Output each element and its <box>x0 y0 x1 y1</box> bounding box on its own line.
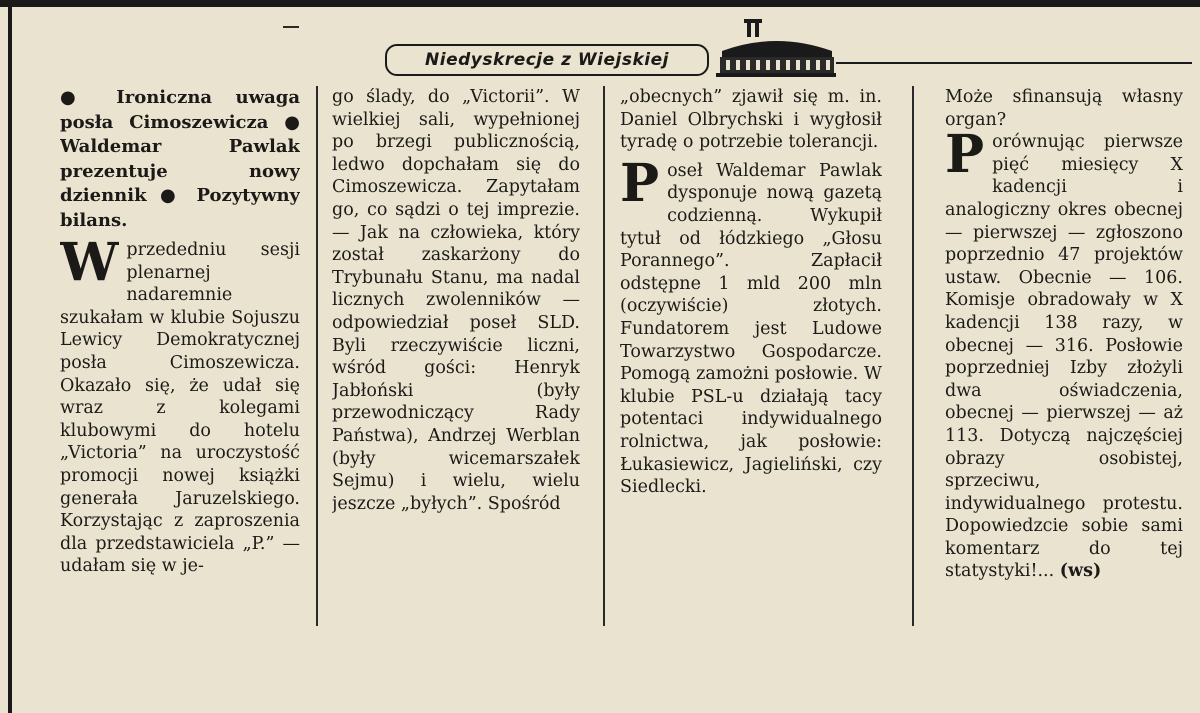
article-text: Może sfinansują własny organ? <box>945 87 1183 130</box>
article-paragraph <box>945 124 1183 583</box>
column-divider <box>912 86 914 626</box>
parliament-building-icon <box>716 17 836 79</box>
author-signature: (ws) <box>1059 561 1102 582</box>
text-column-4 <box>945 86 1183 631</box>
text-column-1 <box>60 86 300 631</box>
text-column-2 <box>332 86 580 631</box>
article-text: „obecnych” zjawił się m. in. Daniel Olbrychski i wygłosił tyradę o potrzebie tolerancji. <box>620 87 882 153</box>
column-divider <box>316 86 318 626</box>
article-text: przededniu sesji plenarnej nadaremnie szukałam w klubie Sojuszu Lewicy Demokratycznej posła Cimoszewicza. Okazało się, że udał się wraz z kolegami klubowymi do hotelu „Victoria” na uroczystość promocji nowej książki generała Jaruzelskiego. Korzystając z zaproszenia dla przedstawiciela „P.” — udałam się w je- <box>60 240 300 577</box>
dropcap: P <box>945 124 985 186</box>
lead-summary: ● Ironiczna uwaga posła Cimoszewicza ● Waldemar Pawlak prezentuje nowy dziennik ● Pozytywny bilans. <box>60 87 300 231</box>
dash-mark <box>283 26 299 28</box>
article-text: go ślady, do „Victorii”. W wielkiej sali, wypełnionej po brzegi publicznością, ledwo dopchałam się do Cimoszewicza. Zapytałam go, co sądzi o tej imprezie. — Jak na człowieka, który został zaskarżony do Trybunału Stanu, ma nadal licznych zwolenników — odpowiedział poseł SLD. Byli rzeczywiście liczni, wśród gości: Henryk Jabłoński (były przewodniczący Rady Państwa), Andrzej Werblan (były wicemarszałek Sejmu) i wielu, wielu jeszcze „byłych”. Spośród <box>332 87 580 514</box>
column-header-title: Niedyskrecje z Wiejskiej <box>425 50 669 70</box>
article-paragraph <box>620 152 882 499</box>
header-rule <box>836 62 1192 64</box>
article-text: orównując pierwsze pięć miesięcy X kadencji i analogiczny okres obecnej — pierwszej — zgłoszono poprzednio 47 projektów ustaw. Obecnie — 106. Komisje obradowały w X kadencji 138 razy, w obecnej — 316. Posłowie poprzedniej Izby złożyli dwa oświadczenia, obecnej — pierwszej — aż 113. Dotyczą najczęściej obrazy osobistej, sprzeciwu, indywidualnego protestu. Dopowiedzcie sobie sami komentarz do tej statystyki!... <box>945 132 1183 582</box>
article-text: oseł Waldemar Pawlak dysponuje nową gazetą codzienną. Wykupił tytuł od łódzkiego „Głosu Porannego”. Zapłacił odstępne 1 mld 200 mln (oczywiście) złotych. Fundatorem jest Ludowe Towarzystwo Gospodarcze. Pomogą zamożni posłowie. W klubie PSL-u działają tacy potentaci indywidualnego rolnictwa, jak posłowie: Łukasiewicz, Jagieliński, czy Siedlecki. <box>620 160 882 498</box>
text-column-3 <box>620 86 882 631</box>
article-paragraph <box>60 232 300 578</box>
top-border-rule <box>0 0 1200 7</box>
column-divider <box>603 86 605 626</box>
dropcap: W <box>60 232 119 293</box>
dropcap: P <box>620 152 660 214</box>
left-border-rule <box>8 0 12 713</box>
column-header-box <box>385 44 709 76</box>
